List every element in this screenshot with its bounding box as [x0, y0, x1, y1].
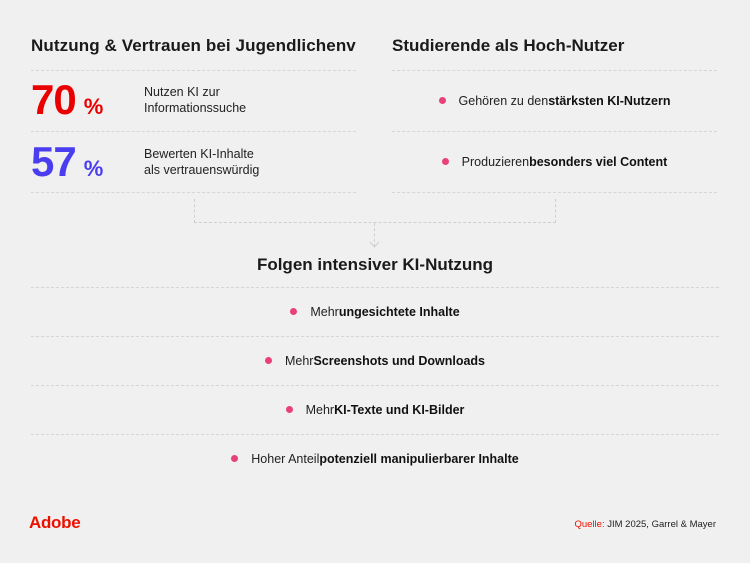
source-label: Quelle: — [574, 519, 605, 530]
stat-description-line: als vertrauenswürdig — [144, 163, 260, 177]
stat-number: 57 — [31, 138, 76, 185]
stat-description-line: Nutzen KI zur — [144, 85, 220, 99]
list-item-text: Hoher Anteil — [251, 451, 320, 466]
list-item-emphasis: ungesichtete Inhalte — [338, 304, 460, 319]
stat-number: 70 — [31, 76, 76, 123]
list-item — [31, 385, 719, 434]
list-item — [392, 131, 717, 192]
left-section-title: Nutzung & Vertrauen bei Jugendlichenv — [31, 36, 356, 55]
stat-description — [144, 84, 344, 116]
arrow-down-icon — [369, 241, 380, 249]
stat-value — [31, 140, 103, 191]
list-item-text: Mehr — [284, 353, 314, 368]
list-item-emphasis: KI-Texte und KI-Bilder — [334, 402, 465, 417]
list-item-text: Produzieren — [461, 154, 530, 169]
stat-description — [144, 146, 344, 178]
divider — [31, 131, 356, 132]
source-text: JIM 2025, Garrel & Mayer — [604, 519, 716, 530]
bullet-dot-icon — [231, 455, 238, 462]
list-item — [31, 287, 719, 336]
stat-unit: % — [83, 94, 104, 119]
bullet-dot-icon — [265, 357, 272, 364]
bullet-dot-icon — [290, 308, 297, 315]
list-item-emphasis: besonders viel Content — [529, 154, 668, 169]
source-citation — [574, 519, 716, 530]
stat-row-trust — [31, 134, 356, 196]
bullet-dot-icon — [439, 97, 446, 104]
list-item-text: Gehören zu den — [458, 93, 549, 108]
stat-description-line: Informationssuche — [144, 101, 247, 115]
bullet-dot-icon — [286, 406, 293, 413]
list-item — [31, 434, 719, 483]
list-item-text: Mehr — [305, 402, 335, 417]
stat-description-line: Bewerten KI-Inhalte — [144, 147, 254, 161]
stat-value — [31, 78, 103, 129]
stat-row-information-search — [31, 72, 356, 134]
list-item-emphasis: potenziell manipulierbarer Inhalte — [319, 451, 519, 466]
list-item-text: Mehr — [310, 304, 339, 319]
list-item-emphasis: Screenshots und Downloads — [313, 353, 486, 368]
connector-bracket — [194, 199, 556, 223]
list-item — [31, 336, 719, 385]
adobe-logo: Adobe — [29, 513, 81, 532]
divider — [392, 192, 717, 193]
right-section-title: Studierende als Hoch-Nutzer — [392, 36, 625, 55]
stat-unit: % — [83, 156, 104, 181]
list-item — [392, 70, 717, 131]
bullet-dot-icon — [442, 158, 449, 165]
divider — [31, 70, 356, 71]
divider — [31, 192, 356, 193]
consequences-section-title: Folgen intensiver KI-Nutzung — [256, 255, 494, 274]
list-item-emphasis: stärksten KI-Nutzern — [548, 93, 671, 108]
